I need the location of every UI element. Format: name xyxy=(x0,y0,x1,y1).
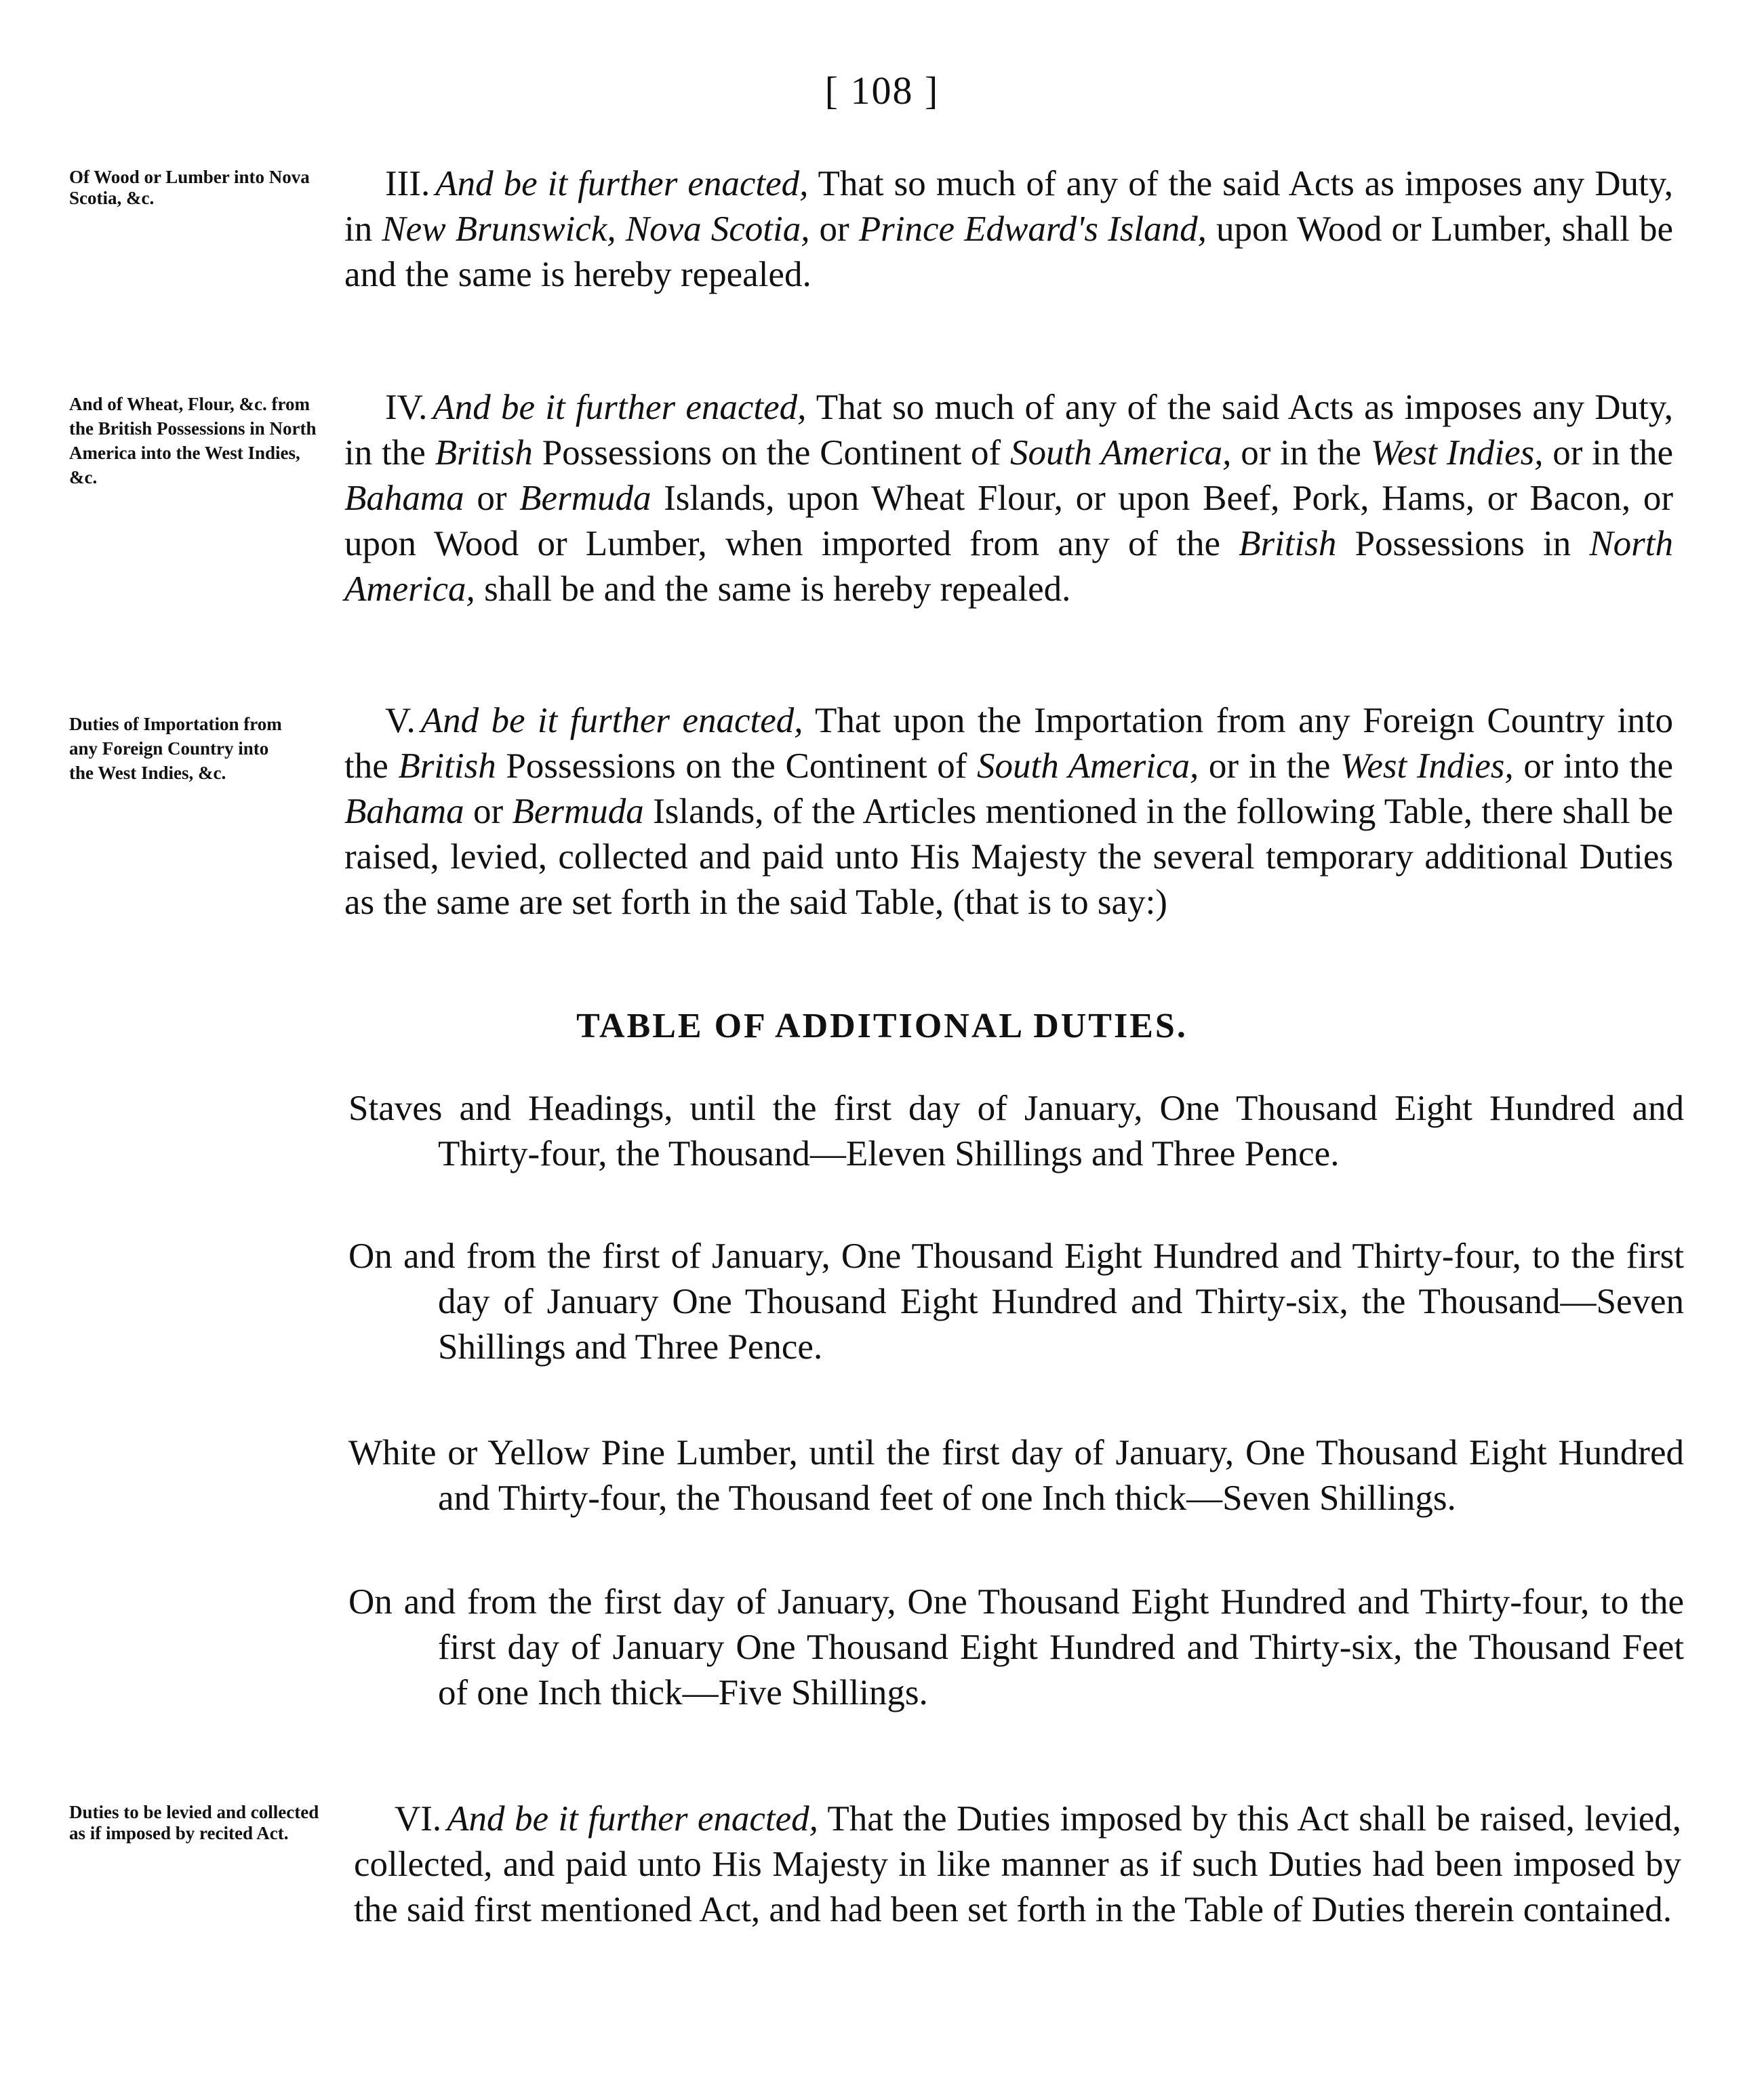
text-run: or in the xyxy=(1543,433,1673,473)
table-title: TABLE OF ADDITIONAL DUTIES. xyxy=(576,1007,1188,1045)
text-run: or xyxy=(464,479,520,518)
italic-run: Bermuda xyxy=(519,479,652,518)
text-run: or xyxy=(464,792,513,831)
italic-run: And be it further enacted, xyxy=(435,164,809,203)
italic-run: South America, xyxy=(1010,433,1232,473)
italic-run: Bahama xyxy=(344,479,464,518)
duty-item: On and from the first day of January, One Thousand Eight Hundred and Thirty-four, to the first day of January One Thousand Eight Hundred and Thirty-six, the Thousand Feet of one Inch thick—Five Shillings. xyxy=(348,1582,1684,1712)
italic-run: British xyxy=(435,433,533,473)
text-run: That so much of any of the said Acts as imposes any Duty, in the xyxy=(344,388,1673,473)
italic-run: Bahama xyxy=(344,792,464,831)
section-number-v: V. xyxy=(385,701,416,740)
duty-item: On and from the first of January, One Thousand Eight Hundred and Thirty-four, to the first day of January One Thousand Eight Hundred and Thirty-six, the Thousand—Seven Shillings and Three Pence. xyxy=(348,1237,1684,1367)
page-number: [ 108 ] xyxy=(824,68,940,113)
italic-run: British xyxy=(1239,524,1337,563)
text-run: Islands, upon Wheat Flour, or upon Beef, Pork, Hams, or Bacon, or upon Wood or Lumber, when imported from any of the xyxy=(344,479,1674,563)
section-text-iv xyxy=(344,385,1673,612)
section-number-iii: III. xyxy=(385,164,430,203)
text-run: Possessions on the Continent of xyxy=(496,746,978,786)
italic-run: Bermuda xyxy=(512,792,644,831)
section-parts-iv xyxy=(344,388,1673,609)
text-run: Islands, of the Articles mentioned in the following Table, there shall be raised, levied, collected and paid unto His Majesty the several temporary additional Duties as the same are set forth in the said Table, (that is to say:) xyxy=(344,792,1673,922)
italic-run: West Indies, xyxy=(1340,746,1514,786)
text-run: shall be and the same is hereby repealed. xyxy=(475,569,1071,609)
italic-run: New Brunswick, Nova Scotia, xyxy=(382,209,810,249)
margin-note-iii: Of Wood or Lumber into Nova Scotia, &c. xyxy=(69,167,310,208)
text-run: or in the xyxy=(1199,746,1341,786)
text-run: or into the xyxy=(1513,746,1673,786)
margin-note-v: Duties of Importation from any Foreign Country into the West Indies, &c. xyxy=(69,714,282,783)
section-text-v xyxy=(344,698,1673,925)
text-run: or xyxy=(809,209,859,249)
text-run: That upon the Importation from any Foreign Country into the xyxy=(344,701,1673,786)
section-parts-v xyxy=(344,701,1673,922)
text-run: upon Wood or Lumber, shall be and the same is hereby repealed. xyxy=(344,209,1673,294)
section-text-vi xyxy=(354,1796,1681,1933)
text-run: That the Duties imposed by this Act shall be raised, levied, collected, and paid unto His Majesty in like manner as if such Duties had been imposed by the said first mentioned Act, and had been set forth in the Table of Duties therein contained. xyxy=(354,1799,1682,1929)
italic-run: And be it further enacted, xyxy=(433,388,807,427)
italic-run: South America, xyxy=(977,746,1199,786)
section-parts-vi xyxy=(354,1799,1681,1929)
text-run: Possessions in xyxy=(1336,524,1590,563)
section-number-iv: IV. xyxy=(385,388,428,427)
italic-run: And be it further enacted, xyxy=(420,701,803,740)
margin-note-vi: Duties to be levied and collected as if imposed by recited Act. xyxy=(69,1802,319,1843)
section-text-iii xyxy=(344,161,1673,298)
text-run: Possessions on the Continent of xyxy=(532,433,1011,473)
italic-run: North America, xyxy=(344,524,1674,609)
italic-run: British xyxy=(398,746,496,786)
margin-note-iv: And of Wheat, Flour, &c. from the British Possessions in North America into the West Indies, &c. xyxy=(69,394,317,487)
duty-item: White or Yellow Pine Lumber, until the first day of January, One Thousand Eight Hundred and Thirty-four, the Thousand feet of one Inch thick—Seven Shillings. xyxy=(348,1433,1684,1518)
text-run: That so much of any of the said Acts as imposes any Duty, in xyxy=(344,164,1674,249)
text-run: or in the xyxy=(1231,433,1371,473)
duty-item: Staves and Headings, until the first day of January, One Thousand Eight Hundred and Thirty-four, the Thousand—Eleven Shillings and Three Pence. xyxy=(348,1089,1684,1173)
section-parts-iii xyxy=(344,164,1673,294)
italic-run: West Indies, xyxy=(1370,433,1544,473)
italic-run: And be it further enacted, xyxy=(447,1799,818,1839)
section-number-vi: VI. xyxy=(395,1799,442,1839)
italic-run: Prince Edward's Island, xyxy=(858,209,1207,249)
